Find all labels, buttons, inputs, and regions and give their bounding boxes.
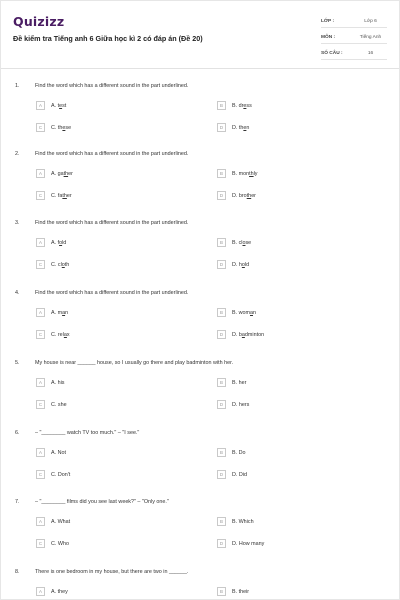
answer-option-a[interactable] [36, 517, 70, 526]
answer-option-c[interactable] [36, 191, 72, 200]
option-text: B. woman [232, 309, 256, 316]
meta-label: LỚP : [321, 19, 335, 24]
option-letter-box[interactable]: A [36, 238, 45, 247]
meta-value: Lớp 6 [364, 19, 377, 24]
underlined-part: th [62, 192, 67, 199]
answer-option-b[interactable] [217, 517, 254, 526]
underlined-part: a [241, 331, 245, 338]
answer-option-d[interactable] [217, 191, 256, 200]
header-divider [1, 68, 400, 69]
meta-panel [321, 16, 387, 64]
question-text: Find the word which has a different sound in the part underlined. [35, 151, 189, 157]
answer-option-c[interactable] [36, 260, 69, 269]
underlined-part: e [243, 124, 247, 131]
option-text: A. gather [51, 170, 73, 177]
underlined-part: a [62, 309, 66, 316]
meta-row-class [321, 16, 387, 28]
option-letter-box[interactable]: A [36, 517, 45, 526]
option-letter-box[interactable]: B [217, 517, 226, 526]
option-text: D. Did [232, 471, 247, 478]
question-text: My house is near ______ house, so I usually go there and play badminton with her. [35, 360, 234, 366]
question-number: 5. [15, 360, 20, 366]
answer-option-a[interactable] [36, 448, 66, 457]
option-letter-box[interactable]: D [217, 260, 226, 269]
question-number: 8. [15, 569, 20, 575]
option-text: A. man [51, 309, 69, 316]
underlined-part: o [242, 239, 246, 246]
answer-option-b[interactable] [217, 101, 252, 110]
option-text: B. her [232, 379, 247, 386]
option-letter-box[interactable]: D [217, 191, 226, 200]
answer-option-d[interactable] [217, 330, 264, 339]
option-text: D. hold [232, 261, 250, 268]
option-text: A. his [51, 379, 65, 386]
question-number: 2. [15, 151, 20, 157]
option-letter-box[interactable]: D [217, 330, 226, 339]
option-text: B. Which [232, 518, 254, 525]
document-title: Đề kiểm tra Tiếng anh 6 Giữa học kì 2 có đáp án (Đề 20) [13, 34, 203, 43]
option-text: B. dress [232, 102, 252, 109]
question-text: Find the word which has a different sound in the part underlined. [35, 220, 189, 226]
option-letter-box[interactable]: B [217, 448, 226, 457]
option-text: D. hers [232, 401, 250, 408]
option-letter-box[interactable]: C [36, 330, 45, 339]
answer-option-d[interactable] [217, 539, 264, 548]
option-letter-box[interactable]: C [36, 123, 45, 132]
option-letter-box[interactable]: A [36, 169, 45, 178]
option-letter-box[interactable]: B [217, 101, 226, 110]
option-text: C. these [51, 124, 72, 131]
answer-option-c[interactable] [36, 123, 71, 132]
option-text: C. Don't [51, 471, 71, 478]
meta-row-count [321, 48, 387, 60]
meta-label: SỐ CÂU : [321, 51, 343, 56]
question-number: 7. [15, 499, 20, 505]
option-text: A. fold [51, 239, 67, 246]
question-text: Find the word which has a different sound in the part underlined. [35, 83, 189, 89]
underlined-part: o [59, 239, 63, 246]
option-text: A. Not [51, 449, 66, 456]
option-letter-box[interactable]: B [217, 238, 226, 247]
answer-option-a[interactable] [36, 169, 73, 178]
option-text: C. cloth [51, 261, 70, 268]
answer-option-b[interactable] [217, 587, 249, 596]
option-text: D. then [232, 124, 250, 131]
answer-option-a[interactable] [36, 587, 68, 596]
option-text: C. she [51, 401, 67, 408]
answer-option-b[interactable] [217, 238, 251, 247]
option-letter-box[interactable]: B [217, 169, 226, 178]
meta-value: Tiếng Anh [359, 35, 382, 40]
option-text: A. they [51, 588, 68, 595]
answer-option-c[interactable] [36, 330, 70, 339]
option-letter-box[interactable]: B [217, 308, 226, 317]
answer-option-d[interactable] [217, 400, 249, 409]
question-text: There is one bedroom in my house, but there are two in ______. [35, 569, 189, 575]
underlined-part: e [59, 102, 63, 109]
underlined-part: a [63, 331, 67, 338]
option-letter-box[interactable]: B [217, 587, 226, 596]
answer-option-c[interactable] [36, 539, 69, 548]
answer-option-b[interactable] [217, 308, 256, 317]
question-number: 6. [15, 430, 20, 436]
option-text: A. What [51, 518, 71, 525]
option-letter-box[interactable]: D [217, 539, 226, 548]
question-number: 4. [15, 290, 20, 296]
option-text: C. Who [51, 540, 69, 547]
meta-value: 16 [367, 51, 374, 56]
option-letter-box[interactable]: D [217, 470, 226, 479]
option-letter-box[interactable]: A [36, 378, 45, 387]
option-letter-box[interactable]: C [36, 400, 45, 409]
answer-option-d[interactable] [217, 260, 249, 269]
option-letter-box[interactable]: D [217, 123, 226, 132]
answer-option-a[interactable] [36, 378, 64, 387]
answer-option-c[interactable] [36, 400, 67, 409]
option-letter-box[interactable]: A [36, 308, 45, 317]
underlined-part: o [61, 261, 65, 268]
question-text: Find the word which has a different sound in the part underlined. [35, 290, 189, 296]
option-text: C. relax [51, 331, 70, 338]
option-text: B. monthly [232, 170, 258, 177]
answer-option-b[interactable] [217, 378, 246, 387]
answer-option-d[interactable] [217, 123, 249, 132]
meta-row-subject [321, 32, 387, 44]
question-number: 3. [15, 220, 20, 226]
option-text: D. badminton [232, 331, 265, 338]
option-text: D. How many [232, 540, 265, 547]
option-letter-box[interactable]: C [36, 539, 45, 548]
option-text: D. brother [232, 192, 256, 199]
underlined-part: e [243, 102, 247, 109]
answer-option-b[interactable] [217, 169, 257, 178]
underlined-part: o [241, 261, 245, 268]
option-letter-box[interactable]: D [217, 400, 226, 409]
option-text: B. close [232, 239, 252, 246]
option-letter-box[interactable]: A [36, 448, 45, 457]
question-text: – "________ watch TV too much." – "I see." [35, 430, 140, 436]
option-text: B. Do [232, 449, 246, 456]
option-text: B. their [232, 588, 250, 595]
answer-option-a[interactable] [36, 101, 66, 110]
option-text: A. test [51, 102, 67, 109]
option-letter-box[interactable]: A [36, 587, 45, 596]
answer-option-a[interactable] [36, 308, 68, 317]
underlined-part: th [63, 170, 69, 177]
question-text: – "________ films did you see last week?" – "Only one." [35, 499, 169, 505]
option-text: C. father [51, 192, 72, 199]
answer-option-d[interactable] [217, 470, 247, 479]
option-letter-box[interactable]: C [36, 260, 45, 269]
underlined-part: th [249, 170, 254, 177]
quizizz-logo: Quizizz [13, 14, 65, 29]
answer-option-c[interactable] [36, 470, 70, 479]
answer-option-b[interactable] [217, 448, 245, 457]
underlined-part: a [249, 309, 253, 316]
question-number: 1. [15, 83, 20, 89]
meta-label: MÔN : [321, 35, 336, 40]
answer-option-a[interactable] [36, 238, 66, 247]
option-letter-box[interactable]: C [36, 470, 45, 479]
underlined-part: e [62, 124, 66, 131]
underlined-part: th [246, 192, 252, 199]
option-letter-box[interactable]: A [36, 101, 45, 110]
option-letter-box[interactable]: C [36, 191, 45, 200]
option-letter-box[interactable]: B [217, 378, 226, 387]
